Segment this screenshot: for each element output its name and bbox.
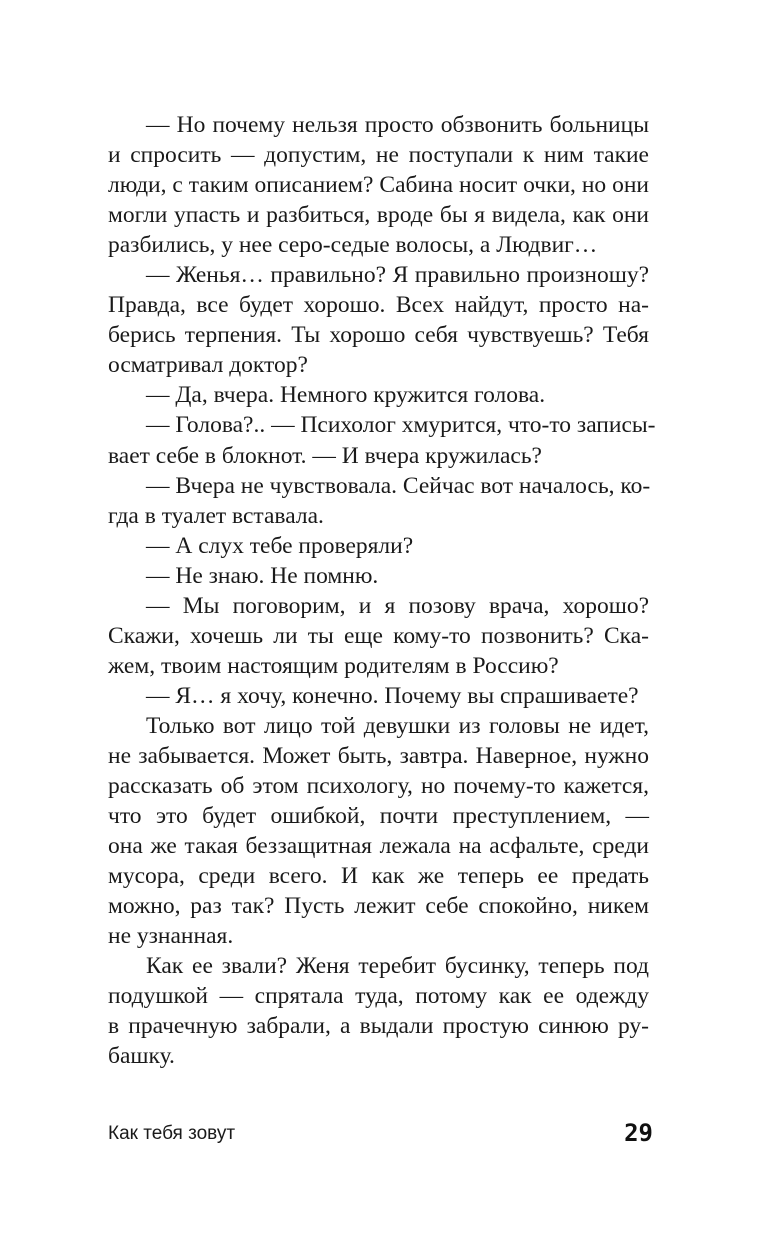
text-line: можно, раз так? Пусть лежит себе спокойно, никем [108, 893, 649, 920]
text-line: Скажи, хочешь ли ты еще кому-то позвонить? Ска- [108, 622, 649, 649]
text-line: мусора, среди всего. И как же теперь ее предать [108, 863, 649, 890]
text-line: — А слух тебе проверяли? [146, 532, 414, 559]
text-line: жем, твоим настоящим родителям в Россию? [108, 652, 559, 679]
text-line: — Я… я хочу, конечно. Почему вы спрашиваете? [146, 682, 639, 709]
text-line: — Голова?.. — Психолог хмурится, что-то записы- [146, 412, 656, 439]
text-line: — Но почему нельзя просто обзвонить больницы [146, 112, 649, 138]
text-line: Только вот лицо той девушки из головы не идет, [146, 712, 649, 739]
running-title: Как тебя зовут [108, 1123, 236, 1144]
text-line: рассказать об этом психологу, но почему-то кажется, [108, 773, 649, 800]
text-line: гда в туалет вставала. [108, 502, 324, 529]
text-line: — Женья… правильно? Я правильно произношу? [146, 262, 649, 289]
text-line: не узнанная. [108, 923, 234, 950]
text-line: — Вчера не чувствовала. Сейчас вот началось, ко- [146, 472, 651, 499]
text-line: — Не знаю. Не помню. [146, 562, 379, 589]
page-number: 29 [624, 1119, 653, 1147]
text-line: что это будет ошибкой, почти преступлением, — [108, 803, 649, 830]
text-line: люди, с таким описанием? Сабина носит очки, но они [108, 172, 649, 199]
text-line: вает себе в блокнот. — И вчера кружилась? [108, 442, 542, 469]
text-line: могли упасть и разбиться, вроде бы я видела, как они [108, 202, 649, 229]
text-line: Правда, все будет хорошо. Всех найдут, просто на- [108, 292, 649, 319]
text-line: — Да, вчера. Немного кружится голова. [146, 382, 546, 409]
text-line: в прачечную забрали, а выдали простую синюю ру- [108, 1013, 649, 1040]
text-line: подушкой — спрятала туда, потому как ее одежду [108, 983, 649, 1010]
text-line: башку. [108, 1043, 175, 1070]
text-line: берись терпения. Ты хорошо себя чувствуешь? Тебя [108, 322, 649, 349]
text-line: и спросить — допустим, не поступали к ним такие [108, 142, 649, 169]
body-text [108, 110, 656, 1072]
text-line: — Мы поговорим, и я позову врача, хорошо? [146, 592, 649, 619]
text-line: разбились, у нее серо-седые волосы, а Людвиг… [108, 232, 598, 259]
text-line: она же такая беззащитная лежала на асфальте, среди [108, 833, 649, 860]
text-line: Как ее звали? Женя теребит бусинку, теперь под [146, 953, 649, 980]
text-line: осматривал доктор? [108, 352, 308, 379]
text-line: не забывается. Может быть, завтра. Наверное, нужно [108, 742, 649, 769]
page-footer [108, 1118, 653, 1150]
